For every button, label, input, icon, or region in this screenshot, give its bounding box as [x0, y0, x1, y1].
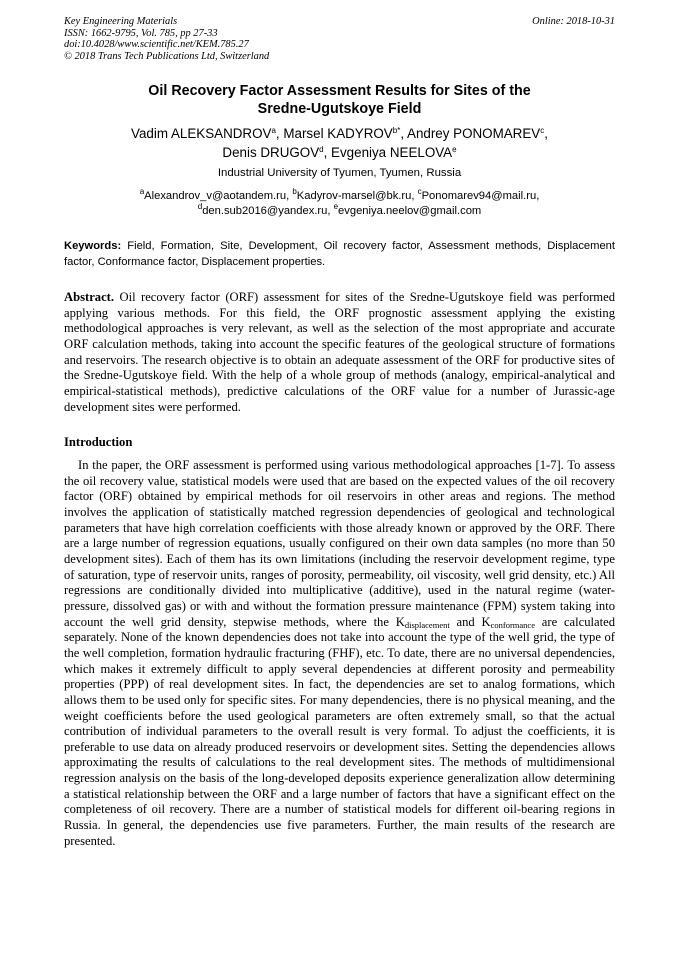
issn-line: ISSN: 1662-9795, Vol. 785, pp 27-33: [64, 27, 218, 39]
author-separator: ,: [544, 126, 548, 141]
email-address: Kadyrov-marsel@bk.ru: [296, 190, 412, 202]
copyright-line: © 2018 Trans Tech Publications Ltd, Switzerland: [64, 50, 270, 62]
k-symbol-subscript: displacement: [404, 619, 450, 630]
journal-header: [64, 16, 615, 62]
email-address: evgeniya.neelov@gmail.com: [338, 205, 482, 217]
email-mark: c: [417, 187, 422, 196]
author-name: Evgeniya NEELOVA: [331, 145, 453, 160]
author-name: Denis DRUGOV: [222, 145, 320, 160]
author-list: [64, 124, 615, 162]
author-mark: c: [540, 126, 545, 135]
author-name: Andrey PONOMAREV: [407, 126, 541, 141]
section-heading-introduction: Introduction: [64, 435, 133, 449]
k-symbol-subscript: conformance: [490, 619, 535, 630]
author-separator: ,: [275, 126, 284, 141]
email-list: [64, 189, 615, 219]
title-line-1: Oil Recovery Factor Assessment Results for Sites of the: [148, 83, 531, 99]
intro-text-part-2: and: [449, 614, 482, 629]
k-displacement-symbol: [396, 615, 450, 629]
email-mark: d: [197, 202, 203, 211]
author-line-1: [64, 124, 615, 143]
author-separator: ,: [400, 126, 408, 141]
email-mark: b: [292, 187, 297, 196]
email-separator: ,: [286, 190, 293, 202]
author-name: Vadim ALEKSANDROV: [131, 126, 272, 141]
intro-text-part-3: are calculated separately. None of the known dependencies does not take into account the type of the well grid, the type of the well completion, formation hydraulic fracturing (FHF), etc. To date, there are no universal dependencies, which makes it extremely difficult to apply several dependencies at different porosity and permeability properties (PPP) of real development sites. In fact, the dependencies are set to analog formations, which allows them to be used only for specific sites. For many dependencies, there is no physical meaning, and the weight coefficients before the used geological parameters are often extremely small, so that the actual contribution of individual parameters to the overall result is very formal. To adjust the coefficients, it is preferable to use data on already produced reservoirs or development sites. Setting the dependencies allows approximating the results of calculations to the real development sites. The methods of multidimensional regression analysis on the basis of the long-developed deposits experience generalization allow determining a statistical relationship between the ORF and a large number of factors that have a significant effect on the completeness of oil recovery. There are a number of statistical models for different oil-bearing regions in Russia. In general, the dependencies use five parameters. Further, the main results of the research are presented.: [64, 614, 615, 848]
email-address: Ponomarev94@mail.ru: [421, 190, 537, 202]
introduction-paragraph: [64, 458, 615, 849]
keywords-text: Field, Formation, Site, Development, Oil recovery factor, Assessment methods, Displacement factor, Conformance factor, Displacement properties.: [64, 240, 616, 268]
email-address: den.sub2016@yandex.ru: [202, 205, 328, 217]
email-mark: a: [139, 187, 145, 196]
k-symbol-base: K: [481, 614, 491, 629]
email-line-2: [64, 204, 615, 219]
author-mark: e: [452, 145, 457, 154]
author-line-2: [64, 143, 615, 162]
abstract-text: Oil recovery factor (ORF) assessment for sites of the Sredne-Ugutskoye field was performed applying various methods. For this field, the ORF prognostic assessment applying the existing methodological approaches is very relevant, as well as the selection of the most appropriate and accurate ORF calculation methods, taking into account the specific features of the geological structure of formations and reservoirs. The research objective is to obtain an adequate assessment of the ORF for productive sites of the Sredne-Ugutskoye field. With the help of a whole group of methods (analogy, empirical-analytical and empirical-statistical methods), predictive calculations of the ORF value for a number of Jurassic-age development sites were performed.: [64, 290, 615, 414]
online-date: Online: 2018-10-31: [532, 16, 615, 27]
intro-text-part-1: In the paper, the ORF assessment is performed using various methodological approaches [1-7]. To assess the oil recovery value, statistical models were used that are based on the expected values of the oil recovery factor (ORF) obtained by empirical methods for oil reservoirs in other areas and regions. The method involves the application of statistically matched regression dependencies of geological and technological parameters that have high correlation coefficients with those already known or approved by the ORF. There are a large number of regression equations, usually configured on their own data samples (no more than 50 development sites). Each of them has its own limitations (including the reservoir development regime, type of saturation, type of reservoir units, ranges of porosity, permeability, oil viscosity, well grid density, etc.) All regressions are conditionally divided into multiplicative (additive), used in the natural regime (water-pressure, dissolved gas) or with and without the formation pressure maintenance (FPM) system taking into account the well grid density, stepwise methods, where the: [64, 458, 615, 629]
abstract-label: Abstract.: [64, 290, 115, 304]
author-mark: b*: [392, 126, 401, 135]
author-name: Marsel KADYROV: [283, 126, 393, 141]
journal-name: Key Engineering Materials: [64, 16, 178, 27]
affiliation: Industrial University of Tyumen, Tyumen, Russia: [217, 167, 462, 179]
k-symbol-base: K: [395, 614, 405, 629]
doi-line: doi:10.4028/www.scientific.net/KEM.785.27: [64, 39, 249, 51]
author-mark: a: [271, 126, 276, 135]
email-address: Alexandrov_v@aotandem.ru: [144, 190, 287, 202]
email-line-1: [64, 189, 615, 204]
email-separator: ,: [536, 190, 540, 202]
keywords-block: [64, 238, 615, 270]
email-mark: e: [333, 202, 339, 211]
keywords-label: Keywords:: [64, 240, 122, 252]
abstract-block: [64, 290, 615, 415]
paper-title: [64, 82, 615, 118]
author-separator: ,: [323, 145, 332, 160]
k-conformance-symbol: [482, 615, 535, 629]
email-separator: ,: [327, 205, 334, 217]
email-separator: ,: [411, 190, 418, 202]
title-line-2: Sredne-Ugutskoye Field: [257, 101, 422, 117]
author-mark: d: [319, 145, 324, 154]
